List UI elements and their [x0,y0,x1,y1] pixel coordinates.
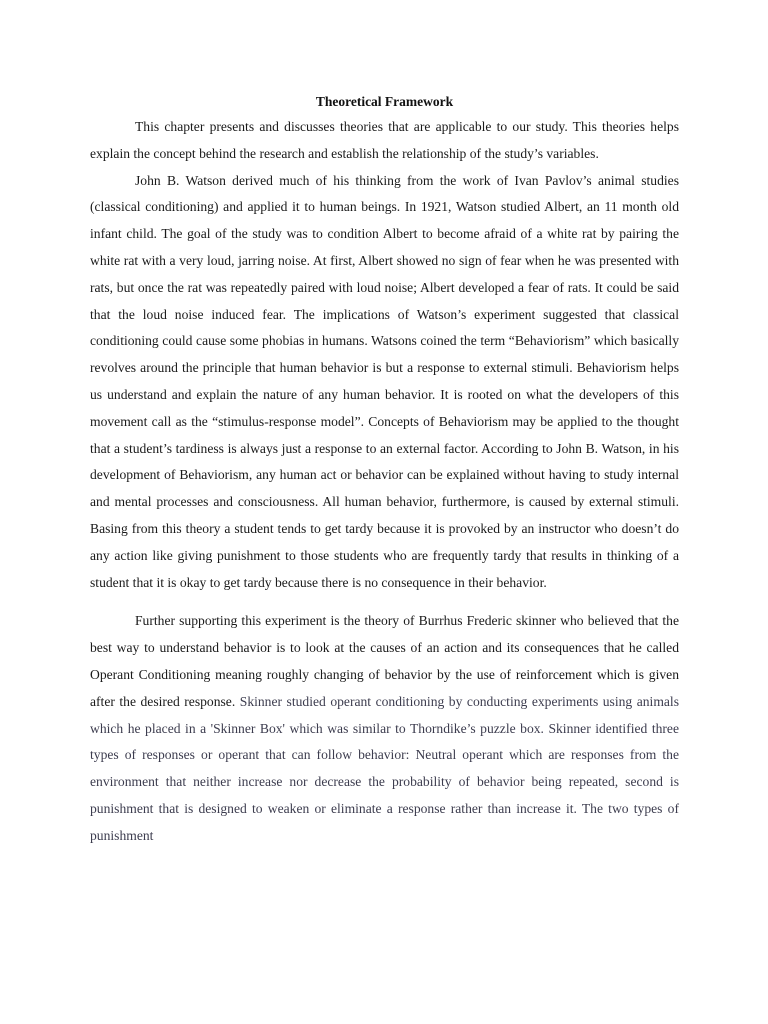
document-body [90,90,679,850]
paragraph-skinner-part-b: Skinner studied operant conditioning by conducting experiments using animals which he placed in a 'Skinner Box' which was similar to Thorndike’s puzzle box. Skinner identified three types of responses or operant that can follow behavior: Neutral operant which are responses from the environment that neither increase nor decrease the probability of behavior being repeated, second is punishment that is designed to weaken or eliminate a response rather than increase it. The two types of punishment [90,693,680,843]
paragraph-skinner-part-a: Further supporting this experiment is the theory of Burrhus Frederic skinner who believed that the best way to understand behavior is to look at the causes of an action and its consequences that he called Operant Conditioning meaning roughly changing of behavior by the use of reinforcement which is given after the desired response. [90,613,679,709]
paragraph-watson: John B. Watson derived much of his thinking from the work of Ivan Pavlov’s animal studies (classical conditioning) and applied it to human beings. In 1921, Watson studied Albert, an 11 month old infant child. The goal of the study was to condition Albert to become afraid of a white rat by pairing the white rat with a very loud, jarring noise. At first, Albert showed no sign of fear when he was presented with rats, but once the rat was repeatedly paired with loud noise; Albert developed a fear of rats. It could be said that the loud noise induced fear. The implications of Watson’s experiment suggested that classical conditioning could cause some phobias in humans. Watsons coined the term “Behaviorism” which basically revolves around the principle that human behavior is but a response to external stimuli. Behaviorism helps us understand and explain the nature of any human behavior. It is rooted on what the developers of this movement call as the “stimulus-response model”. Concepts of Behaviorism may be applied to the thought that a student’s tardiness is always just a response to an external factor. According to John B. Watson, in his development of Behaviorism, any human act or behavior can be explained without having to study internal and mental processes and consciousness. All human behavior, furthermore, is caused by external stimuli. Basing from this theory a student tends to get tardy because it is provoked by an instructor who doesn’t do any action like giving punishment to those students who are frequently tardy that results in thinking of a student that it is okay to get tardy because there is no consequence in their behavior. [90,172,679,590]
paragraph-skinner [90,608,679,849]
paragraph-intro: This chapter presents and discusses theories that are applicable to our study. This theories helps explain the concept behind the research and establish the relationship of the study’s variables. [90,119,679,161]
page-title: Theoretical Framework [315,94,454,109]
